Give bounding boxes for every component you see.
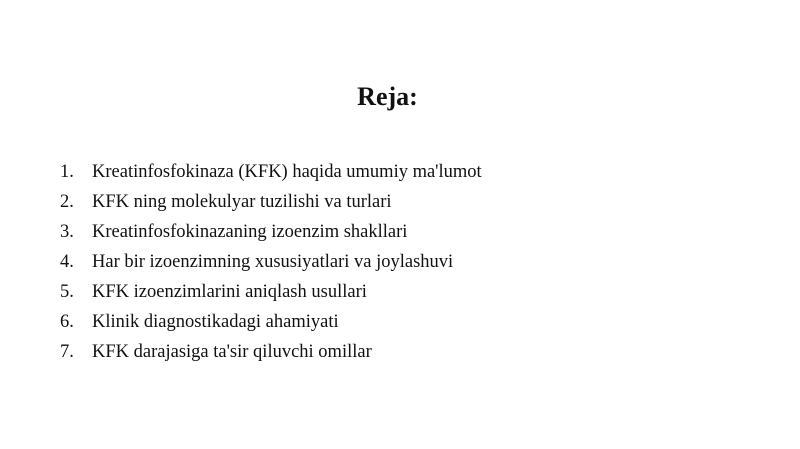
list-item-text: KFK darajasiga ta'sir qiluvchi omillar xyxy=(92,342,372,362)
list-item-number: 3. xyxy=(60,222,74,242)
list-item xyxy=(60,187,482,217)
plan-list xyxy=(60,157,482,367)
list-item-text: KFK izoenzimlarini aniqlash usullari xyxy=(92,282,367,302)
list-item xyxy=(60,307,482,337)
list-item-number: 2. xyxy=(60,192,74,212)
list-item xyxy=(60,337,482,367)
list-item-number: 5. xyxy=(60,282,74,302)
slide-title: Reja: xyxy=(357,82,418,111)
list-item-text: Klinik diagnostikadagi ahamiyati xyxy=(92,312,339,332)
list-item-text: Kreatinfosfokinaza (KFK) haqida umumiy ma'lumot xyxy=(92,162,482,182)
list-item-number: 1. xyxy=(60,162,74,182)
list-item-text: Har bir izoenzimning xususiyatlari va joylashuvi xyxy=(92,252,454,272)
list-item xyxy=(60,217,482,247)
list-item-text: KFK ning molekulyar tuzilishi va turlari xyxy=(92,192,392,212)
list-item-text: Kreatinfosfokinazaning izoenzim shakllari xyxy=(92,222,408,242)
list-item-number: 6. xyxy=(60,312,74,332)
list-item xyxy=(60,157,482,187)
list-item-number: 4. xyxy=(60,252,74,272)
list-item-number: 7. xyxy=(60,342,74,362)
list-item xyxy=(60,247,482,277)
list-item xyxy=(60,277,482,307)
